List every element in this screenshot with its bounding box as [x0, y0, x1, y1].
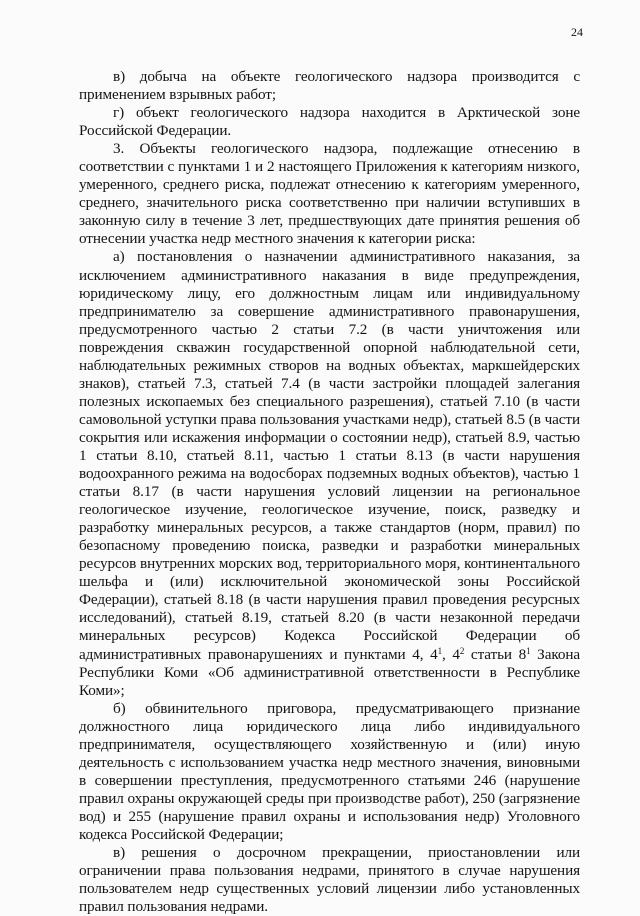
page-number: 24	[571, 25, 583, 39]
document-body	[79, 68, 580, 916]
paragraph-a-separator: статьи 8	[464, 645, 527, 663]
superscript: 1	[526, 645, 531, 656]
paragraph-v-blasting: в) добыча на объекте геологического надзора производится с применением взрывных работ;	[79, 68, 580, 104]
superscript: 2	[459, 645, 465, 656]
paragraph-v-license-termination: в) решения о досрочном прекращении, приостановлении или ограничении права пользования недрами, принятого в случае нарушения пользователем недр существенных условий лицензии либо установленных правил пользования недрами.	[79, 844, 580, 916]
paragraph-b-conviction: б) обвинительного приговора, предусматривающего признание должностного лица юридического лица либо индивидуального предпринимателя, осуществляющего хозяйственную и (или) иную деятельность с использованием участка недр местного значения, виновными в совершении преступления, предусмотренного статьями 246 (нарушение правил охраны окружающей среды при производстве работ), 250 (загрязнение вод) и 255 (нарушение правил охраны и использования недр) Уголовного кодекса Российской Федерации;	[79, 699, 580, 843]
paragraph-g-arctic: г) объект геологического надзора находится в Арктической зоне Российской Федерации.	[79, 104, 580, 140]
paragraph-3-risk-categories: 3. Объекты геологического надзора, подлежащие отнесению в соответствии с пунктами 1 и 2 настоящего Приложения к категориям низкого, умеренного, среднего риска, подлежат отнесению к категориям умеренного, среднего, значительного риска соответственно при наличии вступивших в законную силу в течение 3 лет, предшествующих дате принятия решения об отнесении участка недр местного значения к категории риска:	[79, 140, 580, 248]
paragraph-a-administrative-penalty	[79, 248, 580, 699]
paragraph-a-separator: , 4	[441, 645, 460, 663]
superscript: 1	[437, 645, 442, 656]
paragraph-a-main-text: а) постановления о назначении административного наказания, за исключением административного наказания в виде предупреждения, юридическому лицу, его должностным лицам или индивидуальному предпринимателю за совершение административного правонарушения, предусмотренного частью 2 статьи 7.2 (в части уничтожения или повреждения скважин государственной опорной наблюдательной сети, наблюдательных режимных створов на водных объектах, маркшейдерских знаков), статьей 7.3, статьей 7.4 (в части застройки площадей залегания полезных ископаемых без специального разрешения), статьей 7.10 (в части самовольной уступки права пользования участками недр), статьей 8.5 (в части сокрытия или искажения информации о состоянии недр), статьей 8.9, частью 1 статьи 8.10, статьей 8.11, частью 1 статьи 8.13 (в части нарушения водоохранного режима на водосборах подземных водных объектов), частью 1 статьи 8.17 (в части нарушения условий лицензии на региональное геологическое изучение, геологическое изучение, поиск, разведку и разработку минеральных ресурсов, а также стандартов (норм, правил) по безопасному проведению поиска, разведки и разработки минеральных ресурсов внутренних морских вод, территориального моря, континентального шельфа и (или) исключительной экономической зоны Российской Федерации), статьей 8.18 (в части нарушения правил проведения ресурсных исследований), статьей 8.19, статьей 8.20 (в части незаконной передачи минеральных ресурсов) Кодекса Российской Федерации об административных правонарушениях и пунктами 4, 4	[79, 248, 580, 663]
paragraph-a-tail-text: Закона Республики Коми «Об административной ответственности в Республике Коми»;	[79, 645, 581, 699]
